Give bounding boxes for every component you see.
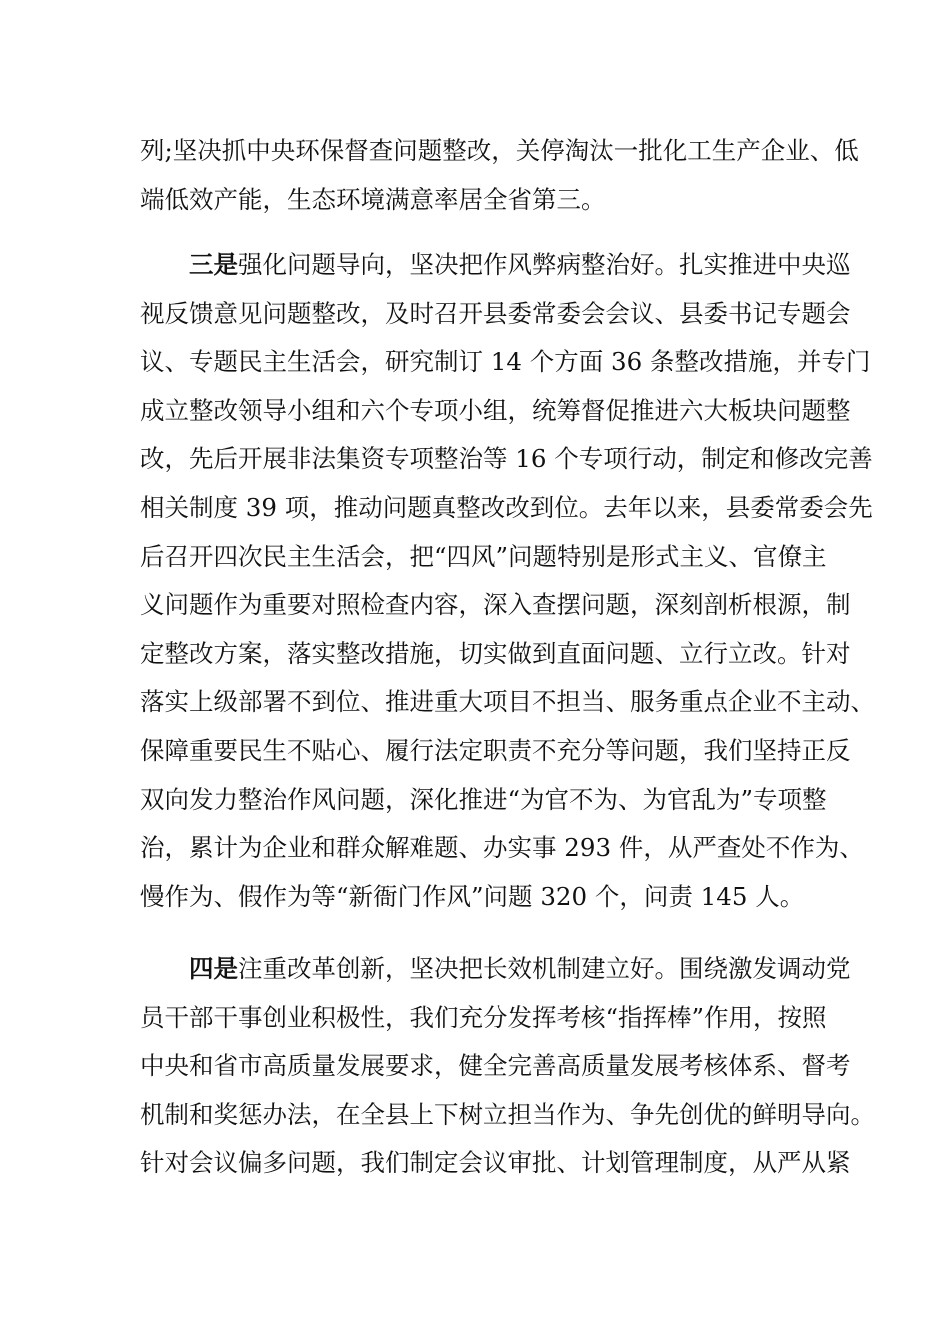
paragraph-continuation	[140, 127, 859, 224]
paragraph-four	[140, 945, 875, 1188]
text-line: 改，先后开展非法集资专项整治等 16 个专项行动，制定和修改完善	[140, 444, 873, 474]
text-line: 后召开四次民主生活会，把“四风”问题特别是形式主义、官僚主	[140, 541, 827, 571]
text-line: 议、专题民主生活会，研究制订 14 个方面 36 条整改措施，并专门	[140, 347, 871, 377]
text-line: 治，累计为企业和群众解难题、办实事 293 件，从严查处不作为、	[140, 833, 864, 863]
text-line: 员干部干事创业积极性，我们充分发挥考核“指挥棒”作用，按照	[140, 1002, 827, 1032]
text-line: 列;坚决抓中央环保督查问题整改，关停淘汰一批化工生产企业、低	[140, 136, 859, 165]
text-line: 保障重要民生不贴心、履行法定职责不充分等问题，我们坚持正反	[140, 735, 851, 765]
text-line-rest: 强化问题导向，坚决把作风弊病整治好。扎实推进中央巡	[238, 250, 851, 279]
text-line: 成立整改领导小组和六个专项小组，统筹督促推进六大板块问题整	[140, 395, 851, 425]
paragraph-lead: 三是	[189, 250, 238, 279]
text-line: 端低效产能，生态环境满意率居全省第三。	[140, 184, 606, 214]
text-line: 落实上级部署不到位、推进重大项目不担当、服务重点企业不主动、	[140, 687, 875, 717]
text-line: 慢作为、假作为等“新衙门作风”问题 320 个，问责 145 人。	[140, 881, 805, 911]
paragraph-lead: 四是	[189, 954, 238, 983]
text-line: 相关制度 39 项，推动问题真整改改到位。去年以来，县委常委会先	[140, 492, 873, 522]
text-line: 义问题作为重要对照检查内容，深入查摆问题，深刻剖析根源，制	[140, 590, 851, 620]
text-line: 针对会议偏多问题，我们制定会议审批、计划管理制度，从严从紧	[140, 1148, 851, 1178]
text-line: 视反馈意见问题整改，及时召开县委常委会会议、县委书记专题会	[140, 298, 851, 328]
text-line	[140, 241, 851, 290]
paragraph-three	[140, 241, 875, 921]
text-line: 定整改方案，落实整改措施，切实做到直面问题、立行立改。针对	[140, 638, 851, 668]
text-line	[140, 945, 851, 994]
text-line: 机制和奖惩办法，在全县上下树立担当作为、争先创优的鲜明导向。	[140, 1099, 875, 1129]
text-line: 双向发力整治作风问题，深化推进“为官不为、为官乱为”专项整	[140, 784, 827, 814]
text-line: 中央和省市高质量发展要求，健全完善高质量发展考核体系、督考	[140, 1051, 851, 1081]
text-line-rest: 注重改革创新，坚决把长效机制建立好。围绕激发调动党	[238, 954, 851, 983]
